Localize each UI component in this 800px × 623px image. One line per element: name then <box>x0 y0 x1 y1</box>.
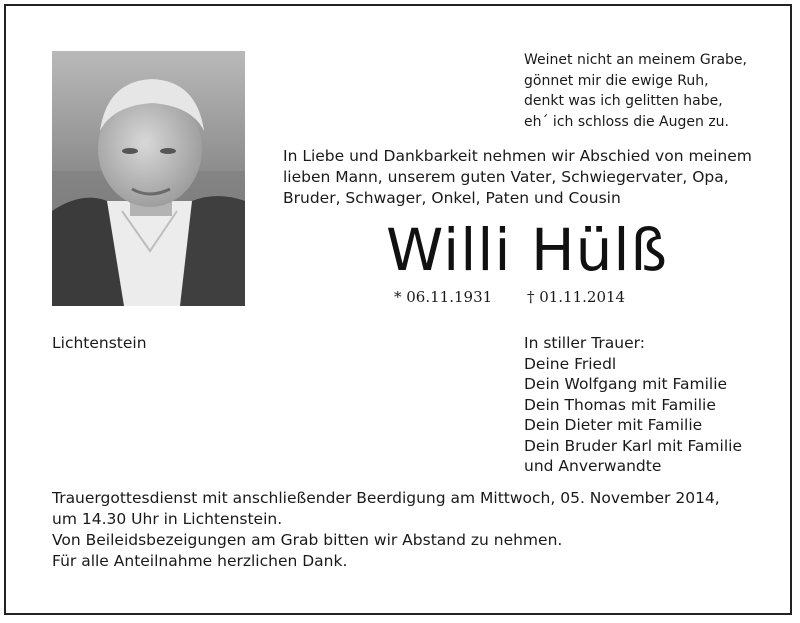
portrait-image <box>52 51 245 306</box>
death-date: † 01.11.2014 <box>526 288 626 306</box>
service-line: um 14.30 Uhr in Lichtenstein. <box>52 510 283 528</box>
thanks-note: Für alle Anteilnahme herzlichen Dank. <box>52 552 348 570</box>
mourner-item: Dein Thomas mit Familie <box>524 395 716 414</box>
mourner-item: und Anverwandte <box>524 457 662 475</box>
service-info <box>52 488 772 572</box>
mourner-item: Dein Bruder Karl mit Familie <box>524 436 742 455</box>
poem-line: Weinet nicht an meinem Grabe, <box>524 52 747 68</box>
poem-line: gönnet mir die ewige Ruh, <box>524 72 709 89</box>
mourner-item: Deine Friedl <box>524 354 617 373</box>
life-dates <box>394 288 625 306</box>
mourner-item: Dein Dieter mit Familie <box>524 416 703 434</box>
mourners-list <box>524 333 784 477</box>
place-name: Lichtenstein <box>52 334 147 352</box>
farewell-line: lieben Mann, unserem guten Vater, Schwiegervater, Opa, <box>283 168 729 186</box>
farewell-line: Bruder, Schwager, Onkel, Paten und Cousin <box>283 189 621 207</box>
portrait-photo <box>52 51 245 306</box>
mourners-heading: In stiller Trauer: <box>524 334 645 352</box>
farewell-line: In Liebe und Dankbarkeit nehmen wir Abschied von meinem <box>283 147 752 165</box>
birth-date: * 06.11.1931 <box>394 288 493 306</box>
poem-verse <box>524 50 784 132</box>
mourner-item: Dein Wolfgang mit Familie <box>524 375 728 393</box>
service-line: Trauergottesdienst mit anschließender Beerdigung am Mittwoch, 05. November 2014, <box>52 489 720 507</box>
deceased-name: Willi Hülß <box>386 216 668 284</box>
farewell-text <box>283 146 763 209</box>
condolence-note: Von Beileidsbezeigungen am Grab bitten wir Abstand zu nehmen. <box>52 531 563 549</box>
poem-line: eh´ ich schloss die Augen zu. <box>524 113 729 130</box>
poem-line: denkt was ich gelitten habe, <box>524 93 723 109</box>
